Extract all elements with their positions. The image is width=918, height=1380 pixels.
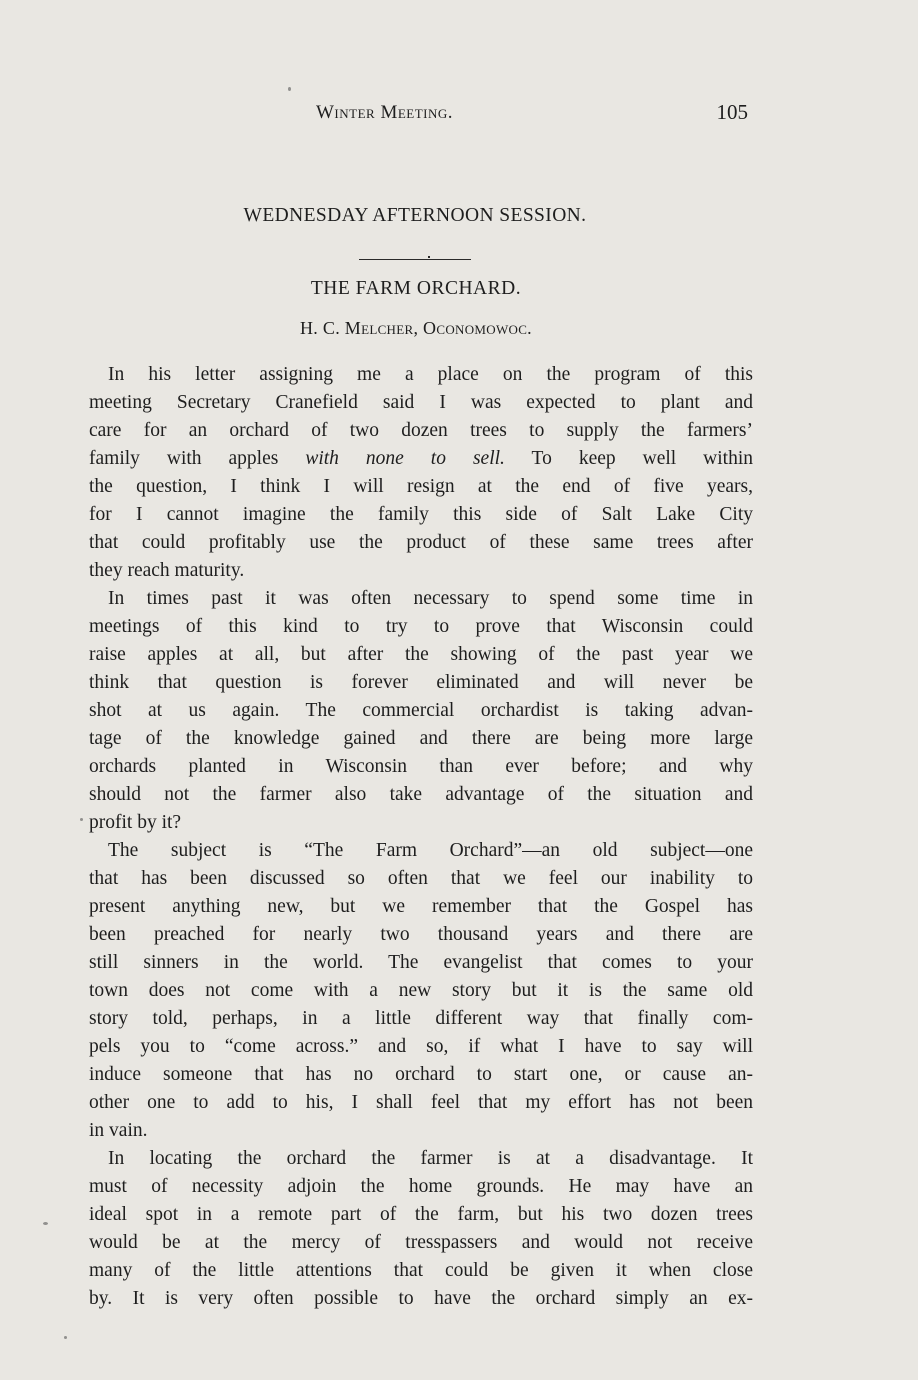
scan-speck [43,1222,48,1225]
text-line: would be at the mercy of tresspassers and would not receive [89,1232,753,1253]
text-line: other one to add to his, I shall feel that my effort has not been [89,1092,753,1113]
text-line: still sinners in the world. The evangelist that comes to your [89,952,753,973]
text-line: present anything new, but we remember that the Gospel has [89,896,753,917]
running-title: Winter Meeting. [316,102,454,123]
text-line: The subject is “The Farm Orchard”—an old subject—one [108,840,753,861]
text-line: by. It is very often possible to have the orchard simply an ex- [89,1288,753,1309]
text-line: town does not come with a new story but it is the same old [89,980,753,1001]
text-line: the question, I think I will resign at the end of five years, [89,476,753,497]
section-divider-mark [428,256,430,258]
text-line: In times past it was often necessary to spend some time in [108,588,753,609]
text-line: care for an orchard of two dozen trees to supply the farmers’ [89,420,753,441]
text-line: meetings of this kind to try to prove that Wisconsin could [89,616,753,637]
text-run: family with apples [89,448,306,469]
text-line: been preached for nearly two thousand years and there are [89,924,753,945]
section-divider [359,259,471,260]
emphasis-text: with none to sell. [305,448,505,469]
text-line: in vain. [89,1120,148,1141]
text-line: think that question is forever eliminated and will never be [89,672,753,693]
text-line: raise apples at all, but after the showing of the past year we [89,644,753,665]
text-line: for I cannot imagine the family this side of Salt Lake City [89,504,753,525]
text-line: orchards planted in Wisconsin than ever before; and why [89,756,753,777]
text-line: tage of the knowledge gained and there are being more large [89,728,753,749]
scan-speck [80,818,83,821]
text-line: induce someone that has no orchard to start one, or cause an- [89,1064,753,1085]
text-line-mixed [89,447,753,471]
text-line: pels you to “come across.” and so, if what I have to say will [89,1036,753,1057]
text-line: should not the farmer also take advantage of the situation and [89,784,753,805]
text-line: ideal spot in a remote part of the farm, but his two dozen trees [89,1204,753,1225]
text-line: that has been discussed so often that we feel our inability to [89,868,753,889]
page-number: 105 [716,100,748,124]
text-line: In his letter assigning me a place on the program of this [108,364,753,385]
text-line: In locating the orchard the farmer is at a disadvantage. It [108,1148,753,1169]
session-title: WEDNESDAY AFTERNOON SESSION. [243,205,587,226]
text-line: that could profitably use the product of these same trees after [89,532,753,553]
scan-speck [64,1336,67,1339]
text-line: must of necessity adjoin the home grounds. He may have an [89,1176,753,1197]
text-line: meeting Secretary Cranefield said I was expected to plant and [89,392,753,413]
text-line: story told, perhaps, in a little different way that finally com- [89,1008,753,1029]
text-line: they reach maturity. [89,560,245,581]
text-line: shot at us again. The commercial orchardist is taking advan- [89,700,753,721]
text-run: To keep well within [504,448,753,469]
text-line: profit by it? [89,812,182,833]
article-title: THE FARM ORCHARD. [310,278,522,299]
text-line: many of the little attentions that could be given it when close [89,1260,753,1281]
running-head [88,100,750,130]
scan-speck [288,87,291,91]
byline: H. C. Melcher, Oconomowoc. [300,318,532,338]
